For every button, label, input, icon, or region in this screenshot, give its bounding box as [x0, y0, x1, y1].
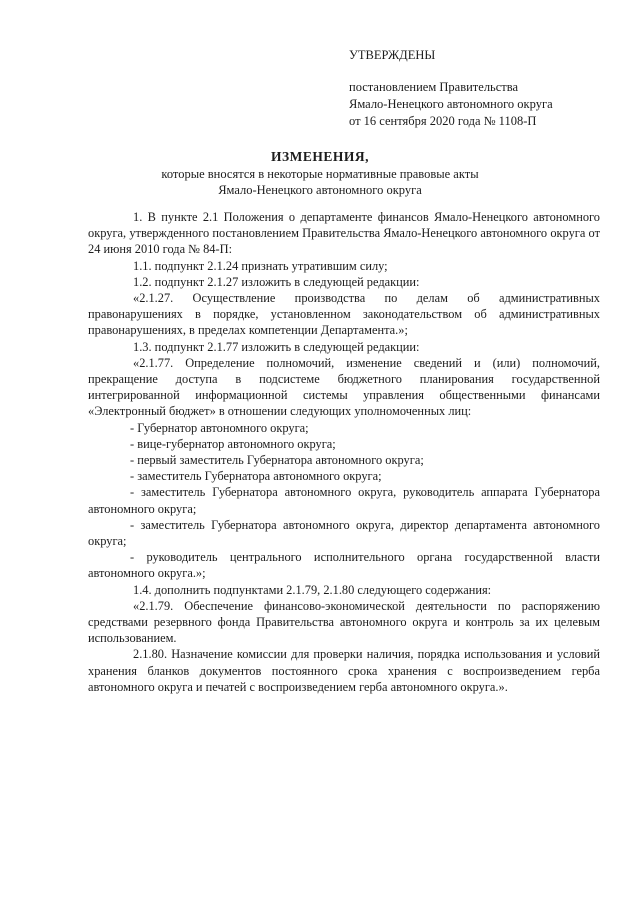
paragraph: - руководитель центрального исполнительного органа государственной власти автономного округа.»;: [88, 550, 600, 581]
document-title: ИЗМЕНЕНИЯ,: [270, 149, 369, 164]
paragraph: 1.2. подпункт 2.1.27 изложить в следующей редакции:: [133, 274, 420, 289]
document-body: [88, 209, 600, 695]
paragraph: - вице-губернатор автономного округа;: [130, 436, 336, 451]
paragraph: «2.1.27. Осуществление производства по делам об административных правонарушениях в порядке, установленном законодательством об административных правонарушениях, в пределах компетенции Департамента.»;: [88, 291, 600, 338]
paragraph: «2.1.79. Обеспечение финансово-экономической деятельности по распоряжению средствами резервного фонда Правительства автономного округа и контроль за их целевым использованием.: [88, 598, 600, 646]
subtitle-line-2: Ямало-Ненецкого автономного округа: [218, 183, 422, 197]
paragraph: 1.1. подпункт 2.1.24 признать утратившим силу;: [133, 258, 388, 273]
approval-heading: УТВЕРЖДЕНЫ: [349, 48, 436, 62]
approval-line-1: постановлением Правительства: [349, 80, 519, 94]
paragraph: - заместитель Губернатора автономного округа, директор департамента автономного округа;: [88, 517, 600, 549]
approval-line-2: Ямало-Ненецкого автономного округа: [349, 97, 553, 111]
paragraph: 1. В пункте 2.1 Положения о департаменте финансов Ямало-Ненецкого автономного округа, утвержденного постановлением Правительства Ямало-Ненецкого автономного округа от 24 июня 2010 года № 84-П:: [88, 210, 600, 257]
paragraph: «2.1.77. Определение полномочий, изменение сведений и (или) полномочий, прекращение доступа в подсистеме бюджетного планирования государственной интегрированной информационной системы управления общественными финансами «Электронный бюджет» в отношении следующих уполномоченных лиц:: [88, 355, 600, 419]
subtitle-line-1: которые вносятся в некоторые нормативные правовые акты: [161, 167, 479, 181]
paragraph: - заместитель Губернатора автономного округа;: [130, 469, 382, 484]
paragraph: 1.3. подпункт 2.1.77 изложить в следующей редакции:: [133, 339, 420, 354]
approval-line-3: от 16 сентября 2020 года № 1108-П: [349, 114, 537, 128]
paragraph: - Губернатор автономного округа;: [130, 420, 309, 435]
paragraph: 1.4. дополнить подпунктами 2.1.79, 2.1.80 следующего содержания:: [133, 582, 492, 597]
paragraph: 2.1.80. Назначение комиссии для проверки наличия, порядка использования и условий хранения бланков документов постоянного срока хранения с воспроизведением герба автономного округа и печатей с воспроизведением герба автономного округа.».: [88, 647, 600, 694]
paragraph: - первый заместитель Губернатора автономного округа;: [130, 453, 424, 468]
paragraph: - заместитель Губернатора автономного округа, руководитель аппарата Губернатора автономного округа;: [88, 485, 600, 516]
